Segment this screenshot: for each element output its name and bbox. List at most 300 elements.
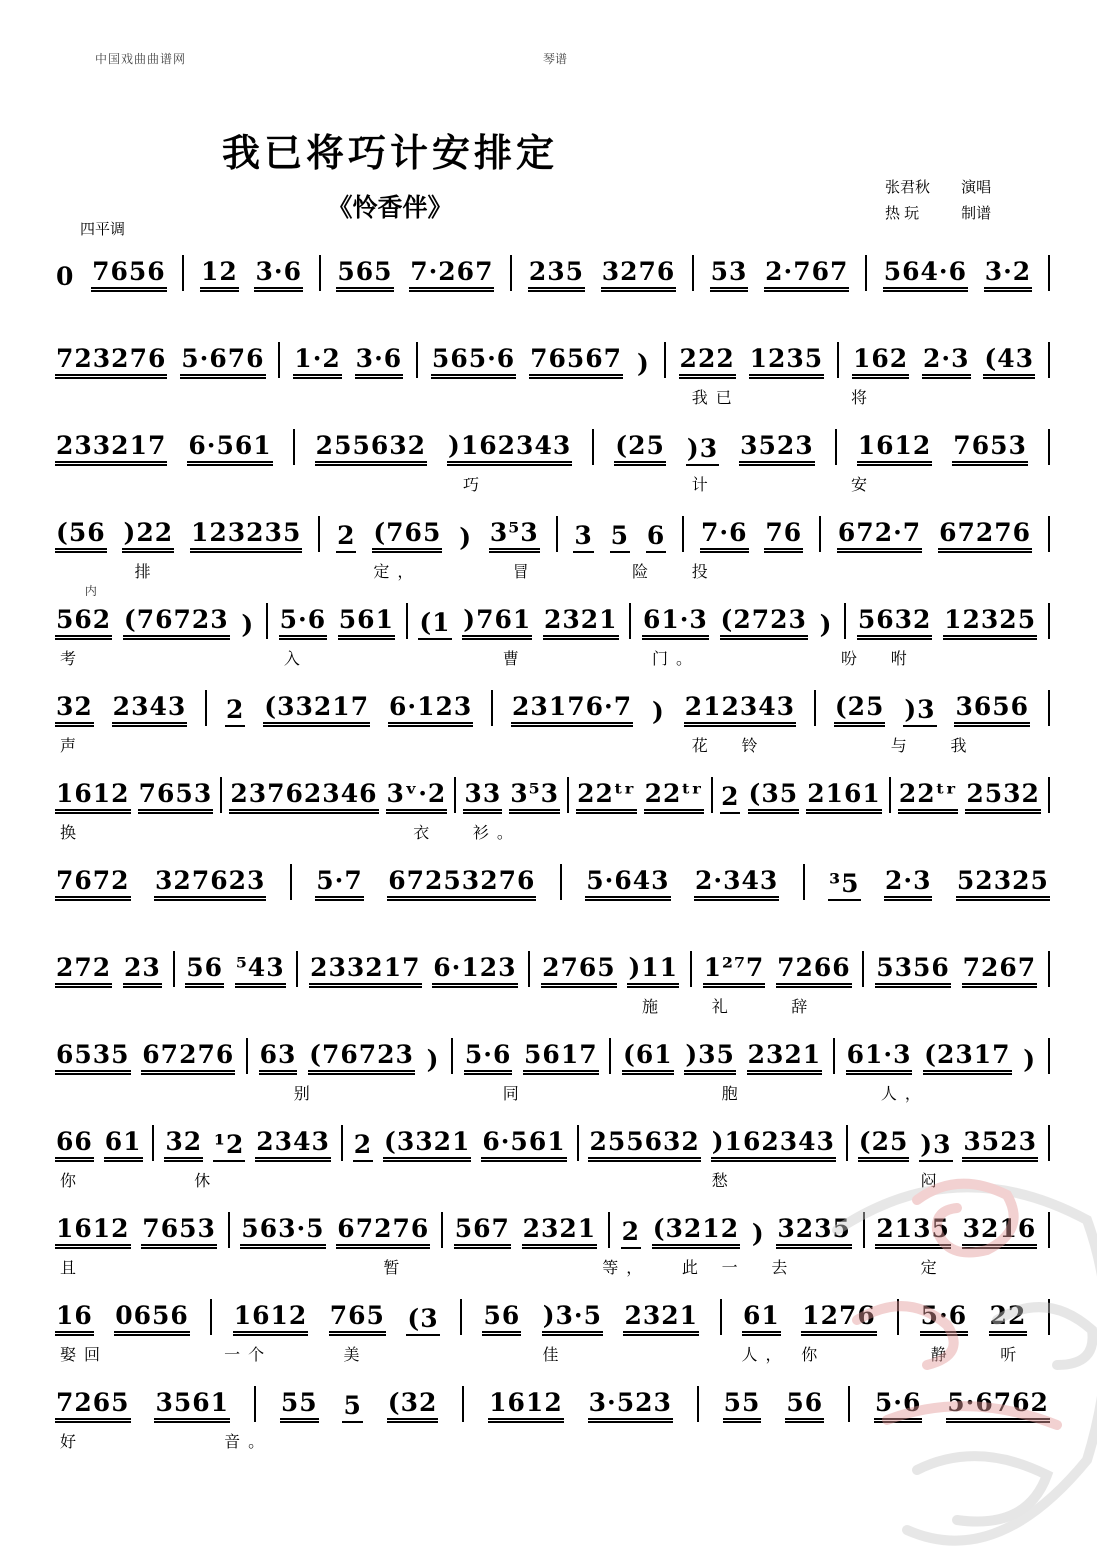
arranger-name: 热 玩 [885,204,920,222]
note-group: 1612 [857,433,933,466]
note-group: )35 [684,1042,736,1075]
lyric: 且 [59,1260,84,1277]
notation-row [55,1120,1050,1162]
lyric: 险 [632,564,657,581]
lyric: 我 [950,738,975,755]
note-group: 33 [463,781,502,814]
barline [462,1386,464,1422]
note-group: 66 [55,1129,94,1162]
note-group: 22ᵗʳ [644,781,704,814]
lyric: 人， [741,1347,790,1364]
notation-row [55,859,1050,901]
score-line [55,772,1050,859]
note-group: 0 [56,261,75,291]
barline [460,1299,462,1335]
note-group: 52325 [956,868,1050,901]
note-group: 567 [454,1216,511,1249]
note-group: (765 [372,520,442,553]
note-group: 3·523 [588,1390,673,1423]
note-group: )162343 [447,433,572,466]
note-group: 6535 [55,1042,131,1075]
barline [682,516,684,552]
lyric: 计 [691,477,716,494]
barline [1048,777,1050,813]
barline [567,777,569,813]
barline [664,342,666,378]
note-group: 3276 [601,259,677,292]
barline [889,777,891,813]
lyric: 安 [851,477,876,494]
note-group: 6·561 [187,433,272,466]
barline [720,1299,722,1335]
barline [220,777,222,813]
note-group: 5 [342,1393,362,1423]
note-group: 6·561 [481,1129,566,1162]
barline [451,1038,453,1074]
note-group: )3 [903,697,936,727]
note-group: 32 [55,694,94,727]
note-group: 2·767 [764,259,849,292]
score-line [55,1294,1050,1381]
note-group: 2343 [255,1129,331,1162]
note-group: 12325 [943,607,1037,640]
note-group: (3212 [652,1216,740,1249]
note-group: 22 [989,1303,1028,1336]
note-group: 2321 [522,1216,598,1249]
note-group: ) [241,609,255,639]
note-group: 3523 [962,1129,1038,1162]
note-group: 2135 [875,1216,951,1249]
barline [803,864,805,900]
barline [848,1386,850,1422]
note-group: 61·3 [846,1042,913,1075]
barline [690,951,692,987]
score-line [55,424,1050,511]
barline [1048,255,1050,291]
barline [152,1125,154,1161]
lyric: 声 [59,738,84,755]
barline [290,864,292,900]
note-group: ³5 [828,871,860,901]
note-group: 2·3 [884,868,933,901]
barline [296,951,298,987]
note-group: 233217 [309,955,421,988]
notation-row [55,772,1050,814]
note-group: 272 [55,955,112,988]
note-group: 5·6 [464,1042,513,1075]
barline [897,1299,899,1335]
note-group: 5·7 [315,868,364,901]
barline [205,690,207,726]
note-group: 23 [123,955,162,988]
note-group: (43 [983,346,1035,379]
score-line [55,1120,1050,1207]
barline [1048,1125,1050,1161]
note-group: )11 [627,955,679,988]
note-group: ) [636,348,650,378]
barline [560,864,562,900]
note-group: )22 [122,520,174,553]
notation-row [55,1033,1050,1075]
lyric: 巧 [462,477,487,494]
barline [692,255,694,291]
note-group: 7267 [962,955,1038,988]
barline [510,255,512,291]
notation-row [55,511,1050,553]
note-group: 5 [610,523,630,553]
lyric: 去 [771,1260,796,1277]
note-group: ¹2 [213,1132,245,1162]
note-group: 5617 [523,1042,599,1075]
note-group: (25 [858,1129,910,1162]
notation-row [55,1207,1050,1249]
note-group: (25 [834,694,886,727]
note-group: 61·3 [642,607,709,640]
barline [592,429,594,465]
note-group: (3 [406,1306,439,1336]
barline [1048,516,1050,552]
barline [609,1038,611,1074]
barline [246,1038,248,1074]
lyric: 与 [890,738,915,755]
note-group: 1235 [749,346,825,379]
note-group: 7656 [91,259,167,292]
note-group: 6·123 [432,955,517,988]
note-group: ) [651,696,665,726]
notation-row [55,946,1050,988]
note-group: 0656 [114,1303,190,1336]
note-group: 5·6 [920,1303,969,1336]
note-group: (76723 [308,1042,415,1075]
score-line [55,1207,1050,1294]
lyric: 吩 [841,651,866,668]
note-group: 5·6 [874,1390,923,1423]
lyric: 衫。 [472,825,521,842]
note-group: 56 [785,1390,824,1423]
note-group: 61 [742,1303,781,1336]
note-group: 2321 [747,1042,823,1075]
note-group: 2321 [623,1303,699,1336]
lyric: 考 [59,651,84,668]
note-group: ⁵43 [235,955,286,988]
note-group: (56 [55,520,107,553]
doc-type-label: 琴谱 [543,52,568,66]
barline [278,342,280,378]
note-group: (76723 [123,607,230,640]
barline [846,1125,848,1161]
lyric: 铃 [741,738,766,755]
lyric: 你 [801,1347,826,1364]
opera-title: 《怜香伴》 [327,194,453,222]
note-group: 12 [200,259,239,292]
barline [228,1212,230,1248]
note-group: 2343 [112,694,188,727]
lyric: 我已 [691,390,740,407]
note-group: 255632 [315,433,427,466]
barline [835,429,837,465]
note-group: 7265 [55,1390,131,1423]
notation-row [55,1294,1050,1336]
note-group: 2 [336,523,356,553]
note-group: 2161 [806,781,882,814]
note-group: 5·6 [279,607,328,640]
note-group: )162343 [711,1129,836,1162]
note-group: 7653 [141,1216,217,1249]
barline [318,516,320,552]
performer-credit [885,175,991,201]
note-group: 76567 [529,346,623,379]
note-group: 23762346 [229,781,378,814]
note-group: 6·123 [388,694,473,727]
score-line [55,337,1050,424]
barline [293,429,295,465]
note-group: 7653 [952,433,1028,466]
score-line [55,685,1050,772]
lyric: 静 [930,1347,955,1364]
note-group: 562 [55,607,112,640]
note-group: 2765 [541,955,617,988]
lyric: 音。 [224,1434,273,1451]
note-group: 2 [225,697,245,727]
note-group: (61 [622,1042,674,1075]
barline [629,603,631,639]
barline [528,951,530,987]
arranger-credit [885,201,991,227]
note-group: 565·6 [431,346,516,379]
barline [556,516,558,552]
note-group: 3656 [954,694,1030,727]
note-group: 67276 [141,1042,235,1075]
note-group: 327623 [154,868,266,901]
lyric: 人， [880,1086,929,1103]
note-group: ) [426,1044,440,1074]
barline [863,1212,865,1248]
note-group: )3 [686,436,719,466]
note-group: 1²⁷7 [703,955,766,988]
note-group: 3 [573,523,593,553]
barline [1048,1212,1050,1248]
note-group: 2 [353,1132,373,1162]
note-group: 67253276 [387,868,536,901]
notation-row [55,1381,1050,1423]
note-group: 53 [710,259,749,292]
score-line [55,1381,1050,1468]
lyric: 同 [502,1086,527,1103]
note-group: 255632 [588,1129,700,1162]
note-group: 3216 [962,1216,1038,1249]
note-group: 3·6 [254,259,303,292]
note-group: 2·343 [694,868,779,901]
barline [608,1212,610,1248]
lyric: 暂 [383,1260,408,1277]
lyric: 好 [59,1434,84,1451]
barline [837,342,839,378]
lyric: 娶回 [59,1347,108,1364]
note-group: (1 [418,610,451,640]
note-group: (35 [748,781,800,814]
note-group: ) [751,1218,765,1248]
barline [844,603,846,639]
lyric: 咐 [890,651,915,668]
note-group: 2·3 [922,346,971,379]
note-group: 55 [280,1390,319,1423]
note-group: 56 [482,1303,521,1336]
page-title: 我已将巧计安排定 [221,133,558,175]
note-group: 561 [338,607,395,640]
note-group: 2321 [543,607,619,640]
note-group: 672·7 [837,520,922,553]
note-group: 67276 [336,1216,430,1249]
note-group: (3321 [383,1129,471,1162]
lyric: 门。 [652,651,701,668]
site-name: 中国戏曲曲谱网 [95,52,187,66]
note-group: (2317 [923,1042,1011,1075]
note-group: 1276 [801,1303,877,1336]
note-group: 3⁵3 [489,520,540,553]
notation-row [55,424,1050,466]
note-group: 5·676 [180,346,265,379]
lyric: 入 [283,651,308,668]
note-group: ) [1023,1044,1037,1074]
lyric: 辞 [791,999,816,1016]
barline [406,603,408,639]
note-group: 6 [646,523,666,553]
barline [865,255,867,291]
lyric: 换 [59,825,84,842]
note-group: 5356 [875,955,951,988]
note-group: 76 [764,520,803,553]
barline [1048,690,1050,726]
lyric: 胞 [721,1086,746,1103]
lyric: 佳 [542,1347,567,1364]
note-group: 7653 [138,781,214,814]
note-group: 3·6 [355,346,404,379]
note-group: 222 [679,346,736,379]
note-group: 564·6 [883,259,968,292]
note-group: ) [819,609,833,639]
note-group: 1·2 [293,346,342,379]
score-line [55,584,1050,685]
note-group: 7·6 [700,520,749,553]
note-group: 7·267 [409,259,494,292]
barline [697,1386,699,1422]
note-group: 2 [621,1219,641,1249]
barline [1048,951,1050,987]
note-group: 56 [185,955,224,988]
lyric: 一个 [224,1347,273,1364]
lyric: 花 [691,738,716,755]
lyric: 美 [343,1347,368,1364]
note-group: 2 [720,784,740,814]
lyric: 一 [721,1260,746,1277]
note-group: (32 [387,1390,439,1423]
lyric: 衣 [413,825,438,842]
note-group: 3523 [739,433,815,466]
barline [577,1125,579,1161]
note-group: 123235 [190,520,302,553]
lyric: 等， [602,1260,651,1277]
lyric: 礼 [711,999,736,1016]
barline [1048,429,1050,465]
note-group: 565 [336,259,393,292]
annotation: 内 [84,584,97,598]
note-group: 1612 [55,1216,131,1249]
note-group: 3235 [776,1216,852,1249]
barline [173,951,175,987]
lyric: 你 [59,1173,84,1190]
credits-block [885,175,991,226]
lyric: 冒 [512,564,537,581]
notation-row [55,598,1050,640]
lyric: 定 [920,1260,945,1277]
barline [491,690,493,726]
note-group: 3561 [154,1390,230,1423]
note-group: 22ᵗʳ [898,781,958,814]
performer-role: 演唱 [961,179,992,196]
lyric: 将 [851,390,876,407]
tune-type-label: 四平调 [80,221,126,238]
note-group: 235 [528,259,585,292]
lyric: 此 [681,1260,706,1277]
note-group: 63 [259,1042,298,1075]
note-group: (25 [614,433,666,466]
note-group: 765 [329,1303,386,1336]
barline [416,342,418,378]
note-group: 61 [104,1129,143,1162]
lyric: 听 [1000,1347,1025,1364]
lyric: 别 [293,1086,318,1103]
barline [1048,603,1050,639]
barline [711,777,713,813]
note-group: 3⁵3 [509,781,560,814]
score-line [55,250,1050,337]
lyric: 曹 [502,651,527,668]
note-group: 3·2 [984,259,1033,292]
barline [862,951,864,987]
note-group: 1612 [55,781,131,814]
score-line [55,511,1050,598]
barline [1048,1299,1050,1335]
barline [1048,342,1050,378]
score-line [55,859,1050,946]
note-group: 16 [55,1303,94,1336]
lyric: 休 [194,1173,219,1190]
note-group: 1612 [488,1390,564,1423]
note-group: 3ᵛ·2 [386,781,448,814]
barline [1048,1038,1050,1074]
note-group: 5·643 [585,868,670,901]
lyric: 闷 [920,1173,945,1190]
note-group: 723276 [55,346,167,379]
note-group: 23176·7 [511,694,633,727]
note-group: 162 [852,346,909,379]
notation-row [55,250,1050,292]
note-group: 5·6762 [946,1390,1050,1423]
barline [441,1212,443,1248]
note-group: 7266 [776,955,852,988]
barline [266,603,268,639]
note-group: (2723 [720,607,808,640]
barline [210,1299,212,1335]
notation-row [55,337,1050,379]
note-group: 55 [723,1390,762,1423]
note-group: 7672 [55,868,131,901]
barline [833,1038,835,1074]
note-group: 22ᵗʳ [576,781,636,814]
notation-row [55,685,1050,727]
lyric: 施 [642,999,667,1016]
barline [454,777,456,813]
